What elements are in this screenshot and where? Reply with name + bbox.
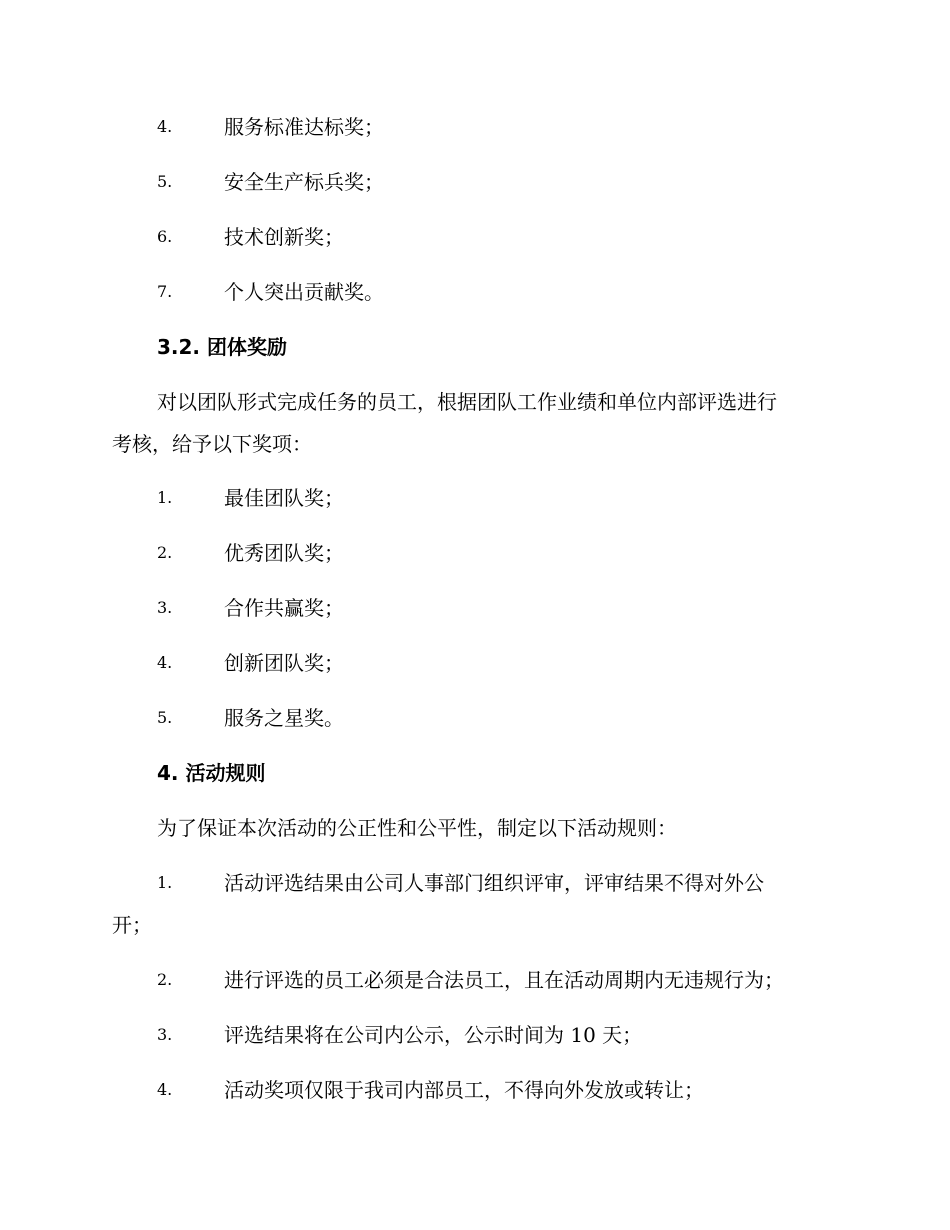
list-number: 5.	[157, 708, 173, 727]
paragraph-line: 考核，给予以下奖项：	[112, 432, 312, 456]
list-text-continuation: 开；	[112, 913, 152, 937]
list-text: 技术创新奖；	[224, 225, 344, 249]
list-text: 活动奖项仅限于我司内部员工，不得向外发放或转让；	[224, 1078, 704, 1102]
list-text: 安全生产标兵奖；	[224, 170, 384, 194]
list-number: 3.	[157, 598, 173, 617]
list-number: 1.	[157, 873, 173, 892]
list-text: 优秀团队奖；	[224, 541, 344, 565]
list-text: 创新团队奖；	[224, 651, 344, 675]
list-number: 4.	[157, 117, 173, 136]
paragraph-line: 对以团队形式完成任务的员工，根据团队工作业绩和单位内部评选进行	[157, 390, 777, 414]
list-text: 服务标准达标奖；	[224, 115, 384, 139]
list-number: 4.	[157, 1080, 173, 1099]
list-number: 6.	[157, 227, 173, 246]
section-heading: 3.2. 团体奖励	[157, 335, 287, 359]
list-text: 服务之星奖。	[224, 706, 344, 730]
paragraph-line: 为了保证本次活动的公正性和公平性，制定以下活动规则：	[157, 816, 677, 840]
list-number: 7.	[157, 282, 173, 301]
list-text: 最佳团队奖；	[224, 486, 344, 510]
list-text: 合作共赢奖；	[224, 596, 344, 620]
list-number: 3.	[157, 1025, 173, 1044]
list-number: 5.	[157, 172, 173, 191]
list-number: 4.	[157, 653, 173, 672]
list-text: 个人突出贡献奖。	[224, 280, 384, 304]
list-number: 2.	[157, 543, 173, 562]
list-text: 进行评选的员工必须是合法员工，且在活动周期内无违规行为；	[224, 968, 784, 992]
list-text: 活动评选结果由公司人事部门组织评审，评审结果不得对外公	[224, 871, 764, 895]
section-heading: 4. 活动规则	[157, 761, 266, 785]
list-text: 评选结果将在公司内公示，公示时间为 10 天；	[224, 1023, 643, 1047]
list-number: 2.	[157, 970, 173, 989]
list-number: 1.	[157, 488, 173, 507]
